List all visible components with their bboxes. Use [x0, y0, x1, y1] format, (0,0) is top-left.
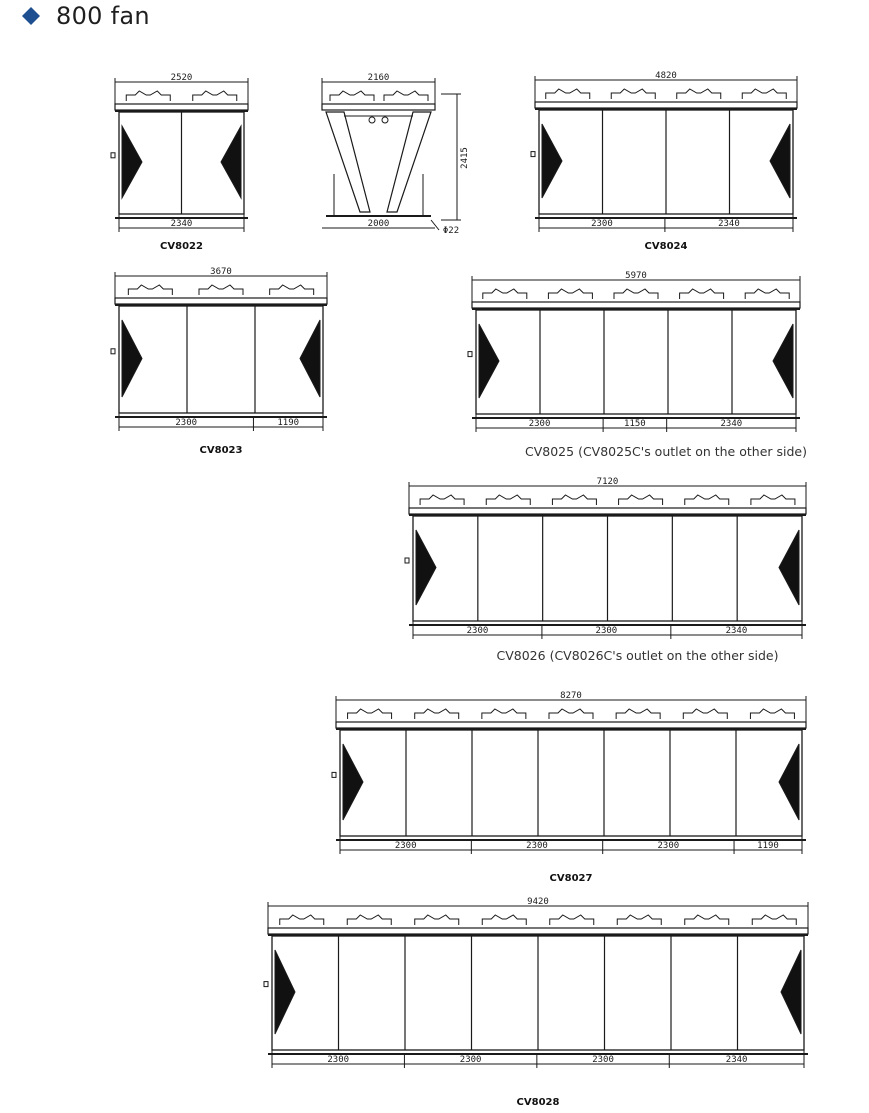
pipe-port-icon	[382, 117, 388, 123]
fan-guard-icon	[752, 915, 796, 925]
coil-bundle	[779, 530, 799, 605]
unit-cv8023	[111, 267, 327, 456]
coil-bundle	[542, 124, 562, 198]
segment-dimension-label: 2300	[592, 1055, 614, 1065]
fan-guard-icon	[549, 709, 593, 719]
fan-guard-icon	[685, 495, 729, 505]
fan-guard-icon	[548, 289, 592, 299]
coil-bundle	[343, 744, 363, 820]
coil-bundle	[779, 744, 799, 820]
fan-guard-icon	[677, 89, 721, 99]
fan-guard-icon	[384, 91, 428, 101]
fan-guard-icon	[550, 915, 594, 925]
coil-bundle	[122, 126, 142, 198]
width-top-label: 2160	[367, 73, 390, 83]
header-plate	[322, 104, 435, 110]
height-label: 2415	[460, 147, 470, 169]
pipe-inlet	[111, 349, 115, 354]
unit-cv8024	[531, 71, 797, 252]
unit-cv8027	[332, 691, 806, 884]
fan-guard-icon	[415, 709, 459, 719]
fan-guard-icon	[745, 289, 789, 299]
fan-guard-icon	[619, 495, 663, 505]
segment-dimension-label: 2340	[725, 1055, 748, 1065]
model-label: CV8022	[160, 241, 203, 252]
fan-guard-icon	[546, 89, 590, 99]
overall-dimension-label: 7120	[596, 477, 619, 487]
fan-guard-icon	[685, 915, 729, 925]
header-plate	[336, 722, 806, 728]
fan-guard-icon	[270, 285, 314, 295]
segment-dimension-label: 2340	[720, 419, 743, 429]
segment-dimension-label: 2300	[657, 841, 680, 851]
header-plate	[409, 508, 806, 514]
segment-dimension-label: 2300	[528, 419, 551, 429]
fan-guard-icon	[347, 915, 391, 925]
unit-cv8025	[468, 271, 807, 459]
segment-dimension-label: 1150	[624, 419, 646, 429]
fan-guard-icon	[616, 709, 660, 719]
unit-cv8026	[405, 477, 806, 663]
model-label: CV8023	[199, 445, 243, 456]
fan-guard-icon	[280, 915, 324, 925]
pipe-inlet	[405, 558, 409, 563]
fan-guard-icon	[482, 709, 526, 719]
coil-bundle	[300, 320, 320, 397]
side-view-drawing	[322, 73, 470, 236]
model-caption: CV8026 (CV8026C's outlet on the other side)	[496, 648, 779, 663]
pipe-inlet	[332, 772, 336, 777]
fan-guard-icon	[617, 915, 661, 925]
coil-bundle	[773, 324, 793, 398]
segment-dimension-label: 2340	[725, 626, 748, 636]
coil-bundle	[275, 950, 295, 1034]
model-caption: CV8025 (CV8025C's outlet on the other side)	[525, 444, 807, 459]
segment-dimension-label: 2340	[718, 219, 740, 229]
header-plate	[268, 928, 808, 934]
coil-left	[326, 112, 370, 212]
coil-bundle	[479, 324, 499, 398]
segment-dimension-label: 2300	[175, 418, 198, 428]
model-label: CV8024	[644, 241, 688, 252]
segment-dimension-label: 2300	[591, 219, 613, 229]
pipe-port-icon	[369, 117, 375, 123]
fan-guard-icon	[330, 91, 374, 101]
fan-guard-icon	[482, 915, 526, 925]
fan-guard-icon	[420, 495, 464, 505]
coil-bundle	[781, 950, 801, 1034]
header-plate	[115, 298, 327, 304]
coil-bundle	[122, 320, 142, 397]
overall-dimension-label: 9420	[527, 897, 549, 907]
hole-diameter-label: Φ22	[442, 226, 460, 236]
base-width-label: 2000	[367, 219, 390, 229]
fan-guard-icon	[415, 915, 459, 925]
fan-guard-icon	[348, 709, 392, 719]
fan-guard-icon	[683, 709, 727, 719]
pipe-inlet	[468, 352, 472, 357]
casing-body	[476, 310, 796, 414]
coil-bundle	[770, 124, 790, 198]
fan-guard-icon	[680, 289, 724, 299]
pipe-inlet	[531, 152, 535, 157]
overall-dimension-label: 3670	[210, 267, 232, 277]
fan-guard-icon	[751, 495, 795, 505]
fan-guard-icon	[126, 91, 170, 101]
pipe-inlet	[111, 153, 115, 158]
fan-guard-icon	[199, 285, 243, 295]
header-plate	[472, 302, 800, 308]
segment-dimension-label: 2300	[394, 841, 417, 851]
fan-guard-icon	[552, 495, 596, 505]
casing-body	[119, 306, 323, 413]
fan-guard-icon	[483, 289, 527, 299]
unit-cv8028	[264, 897, 808, 1108]
segment-dimension-label: 1190	[277, 418, 300, 428]
header-plate	[535, 102, 797, 108]
coil-bundle	[416, 530, 436, 605]
fan-guard-icon	[742, 89, 786, 99]
casing-body	[340, 730, 802, 836]
segment-dimension-label: 2340	[170, 219, 193, 229]
coil-bundle	[221, 126, 241, 198]
fan-guard-icon	[193, 91, 237, 101]
fan-guard-icon	[486, 495, 530, 505]
model-label: CV8028	[516, 1097, 560, 1108]
segment-dimension-label: 2300	[526, 841, 548, 851]
overall-dimension-label: 8270	[560, 691, 582, 701]
overall-dimension-label: 5970	[625, 271, 647, 281]
fan-guard-icon	[128, 285, 172, 295]
fan-guard-icon	[614, 289, 658, 299]
fan-guard-icon	[750, 709, 794, 719]
fan-guard-icon	[611, 89, 655, 99]
model-label: CV8027	[549, 873, 593, 884]
header-plate	[115, 104, 248, 110]
segment-dimension-label: 2300	[327, 1055, 350, 1065]
section-title: 800 fan	[56, 2, 150, 30]
unit-cv8022	[111, 73, 248, 252]
segment-dimension-label: 2300	[459, 1055, 482, 1065]
overall-dimension-label: 4820	[655, 71, 677, 81]
segment-dimension-label: 1190	[757, 841, 779, 851]
pipe-inlet	[264, 982, 268, 987]
segment-dimension-label: 2300	[595, 626, 618, 636]
overall-dimension-label: 2520	[170, 73, 193, 83]
coil-right	[387, 112, 431, 212]
segment-dimension-label: 2300	[466, 626, 489, 636]
